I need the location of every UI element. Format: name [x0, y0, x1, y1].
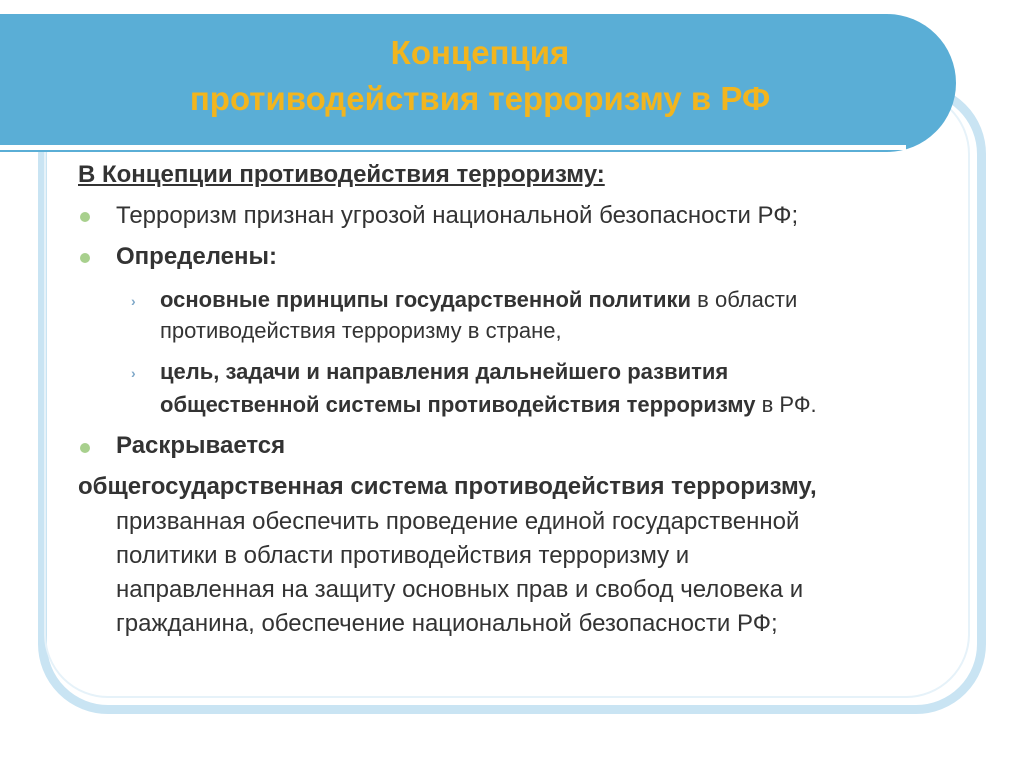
title-rule	[0, 145, 906, 150]
subitem-2-rest: в РФ.	[755, 392, 817, 417]
bullet-dot-2	[80, 253, 90, 263]
bullet-dot-1	[80, 212, 90, 222]
section-heading: В Концепции противодействия терроризму:	[78, 161, 605, 188]
bullet-text-1: Терроризм признан угрозой национальной безопасности РФ;	[116, 202, 799, 229]
subitem-2-line-2	[160, 390, 817, 420]
title-line-1: Концепция	[390, 34, 570, 71]
bullet-dot-3	[80, 443, 90, 453]
subitem-1-line-2: противодействия терроризму в стране,	[160, 318, 562, 343]
subitem-2-line-1: цель, задачи и направления дальнейшего развития	[160, 359, 729, 384]
bullet-text-2: Определены:	[116, 243, 278, 270]
subitem-1-rest: в области	[691, 287, 798, 312]
subitem-1-bold: основные принципы государственной политики	[160, 287, 692, 312]
chevron-right-icon: ›	[131, 293, 136, 309]
slide-title	[60, 30, 900, 122]
system-line-4: направленная на защиту основных прав и свобод человека и	[116, 576, 804, 603]
chevron-right-icon: ›	[131, 365, 136, 381]
system-line-2: призванная обеспечить проведение единой государственной	[116, 508, 800, 535]
subitem-1-line-1	[160, 285, 797, 315]
bullet-text-3: Раскрывается	[116, 432, 286, 459]
system-line-3: политики в области противодействия терроризму и	[116, 542, 690, 569]
system-heading: общегосударственная система противодействия терроризму,	[78, 473, 817, 500]
title-line-2: противодействия терроризму в РФ	[189, 80, 771, 117]
system-line-5: гражданина, обеспечение национальной безопасности РФ;	[116, 610, 778, 637]
subitem-2-bold: общественной системы противодействия терроризму	[160, 392, 756, 417]
